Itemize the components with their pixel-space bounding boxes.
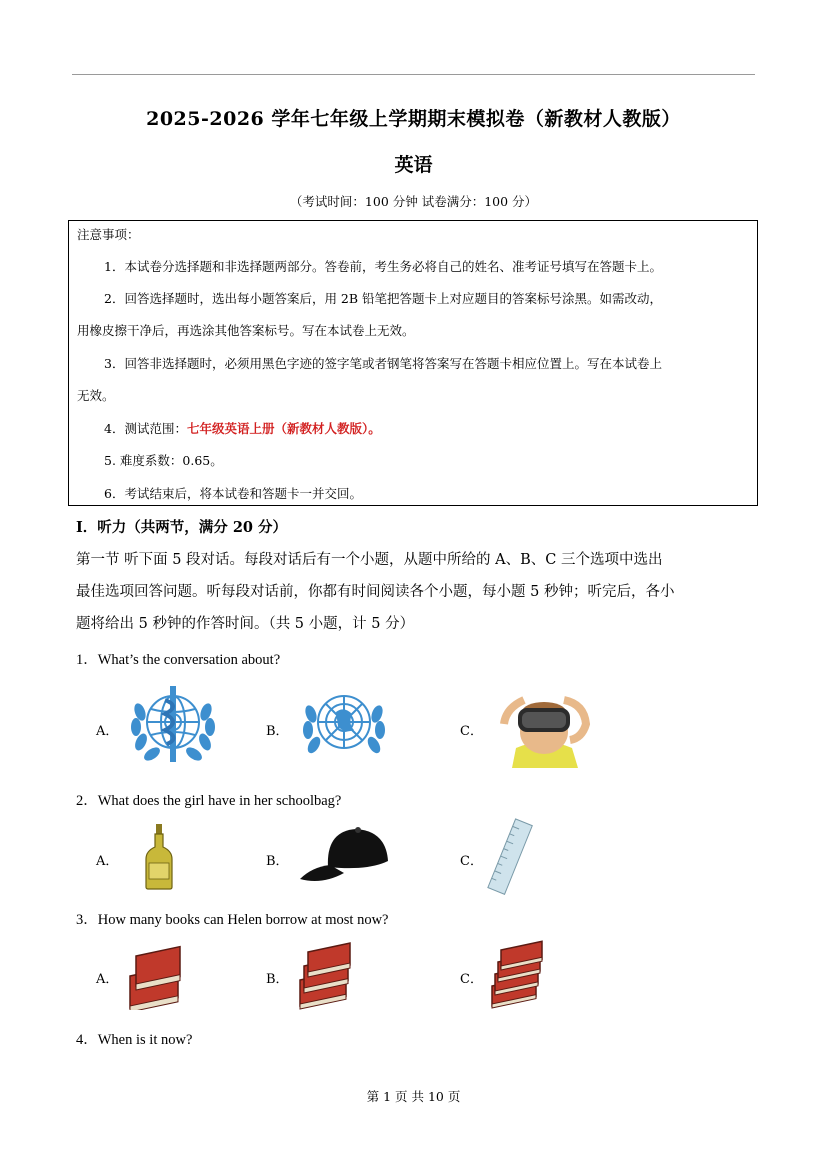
header-rule	[72, 74, 755, 75]
notice-item-3: 3．回答非选择题时，必须用黑色字迹的签字笔或者钢笔将答案写在答题卡相应位置上。写在本试卷上	[104, 356, 662, 371]
notice-item-4-prefix: 4．测试范围：	[104, 421, 187, 436]
notice-box	[68, 220, 758, 506]
cap-icon	[298, 823, 392, 887]
question-1-stem: 1．What’s the conversation about?	[76, 652, 281, 668]
exam-title: 2025-2026 学年七年级上学期期末模拟卷（新教材人教版）	[146, 108, 681, 130]
q1-option-c-label: C．	[460, 724, 483, 739]
notice-item-6: 6．考试结束后，将本试卷和答题卡一并交回。	[104, 486, 362, 501]
page-number: 第 1 页 共 10 页	[366, 1089, 461, 1104]
subject-title: 英语	[394, 154, 433, 176]
question-3-stem: 3．How many books can Helen borrow at most now?	[76, 912, 389, 928]
bottle-icon	[144, 823, 174, 890]
part1-instruction-line1: 第一节 听下面 5 段对话。每段对话后有一个小题，从题中所给的 A、B、C 三个选项中选出	[76, 552, 663, 568]
q1-option-b-label: B．	[266, 724, 289, 739]
q2-option-c-label: C．	[460, 854, 483, 869]
notice-item-2: 2．回答选择题时，选出每小题答案后，用 2B 铅笔把答题卡上对应题目的答案标号涂黑。如需改动，	[104, 291, 663, 306]
notice-item-1: 1．本试卷分选择题和非选择题两部分。答卷前，考生务必将自己的姓名、准考证号填写在答题卡上。	[104, 259, 662, 274]
notice-heading: 注意事项：	[77, 227, 140, 242]
q2-option-b-label: B．	[266, 854, 289, 869]
test-scope-highlight: 七年级英语上册（新教材人教版）。	[186, 421, 381, 436]
question-2-stem: 2．What does the girl have in her schoolbag?	[76, 793, 342, 809]
q3-option-b-label: B．	[266, 972, 289, 987]
notice-item-3-cont: 无效。	[77, 388, 115, 403]
q3-option-a-label: A．	[96, 972, 119, 987]
part1-instruction-line2: 最佳选项回答问题。听每段对话前，你都有时间阅读各个小题，每小题 5 秒钟；听完后，各小	[76, 584, 675, 600]
notice-item-4	[104, 421, 751, 437]
three-books-icon	[296, 940, 356, 1010]
part1-instruction-line3: 题将给出 5 秒钟的作答时间。（共 5 小题，计 5 分）	[76, 616, 415, 632]
four-books-icon	[488, 940, 548, 1010]
exam-info: （考试时间：100 分钟 试卷满分：100 分）	[289, 194, 538, 209]
question-4-stem: 4．When is it now?	[76, 1032, 193, 1048]
un-logo-icon	[298, 682, 390, 768]
two-books-icon	[126, 940, 186, 1010]
notice-item-5: 5. 难度系数：0.65。	[104, 453, 223, 468]
who-logo-icon	[124, 682, 222, 768]
vr-headset-icon	[494, 684, 594, 768]
q1-option-a-label: A．	[96, 724, 119, 739]
q2-option-a-label: A．	[96, 854, 119, 869]
section-heading: I．听力（共两节，满分 20 分）	[76, 519, 288, 536]
ruler-icon	[486, 818, 536, 896]
q3-option-c-label: C．	[460, 972, 483, 987]
notice-item-2-cont: 用橡皮擦干净后，再选涂其他答案标号。写在本试卷上无效。	[77, 323, 415, 338]
